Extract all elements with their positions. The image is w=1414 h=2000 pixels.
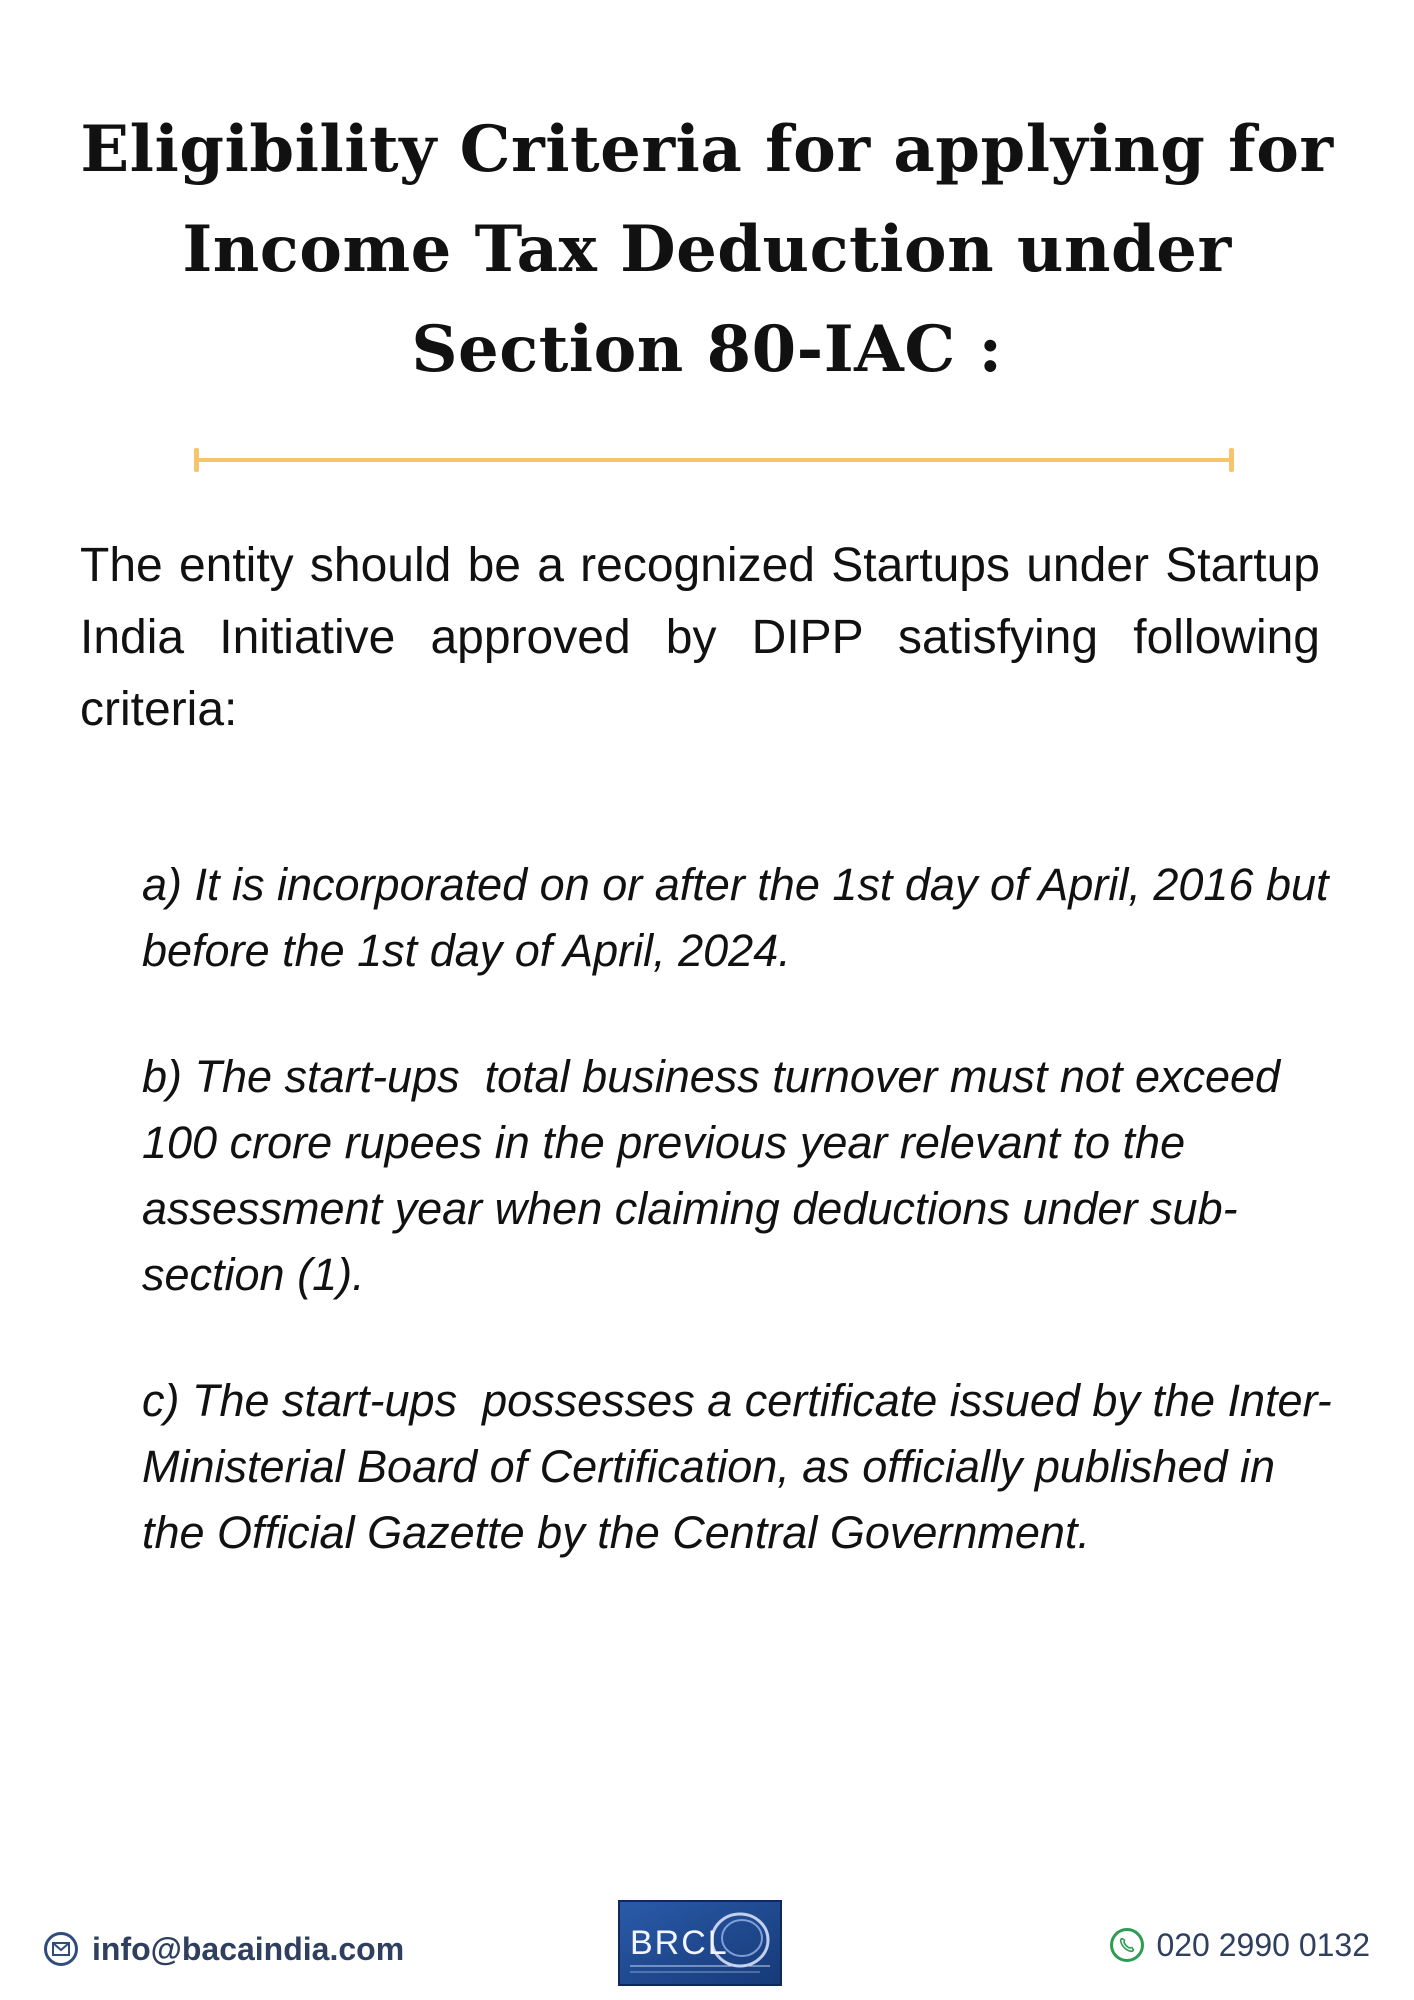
criterion-c: c) The start-ups possesses a certificate issued by the Inter-Ministerial Board of Certification, as officially published in the Official Gazette by the Central Government. [142,1375,1332,1558]
criterion-a: a) It is incorporated on or after the 1st day of April, 2016 but before the 1st day of April, 2024. [142,859,1342,976]
brcl-logo [618,1900,782,1986]
email-text: info@bacaindia.com [92,1930,405,1967]
divider-line [194,458,1234,462]
page-title: Eligibility Criteria for applying for Income Tax Deduction under Section 80-IAC : [80,112,1334,387]
mail-icon [44,1932,78,1966]
title-divider [194,448,1234,472]
criterion-b: b) The start-ups total business turnover must not exceed 100 crore rupees in the previous year relevant to the assessment year when claiming deductions under sub-section (1). [142,1051,1293,1300]
divider-right-cap [1229,448,1234,472]
logo-wordmark: BRCL [630,1924,729,1962]
phone-icon [1110,1928,1144,1962]
phone-link[interactable] [1110,1920,1370,1970]
intro-paragraph: The entity should be a recognized Startups under Startup India Initiative approved by DIPP satisfying following criteria: [80,539,1320,736]
phone-text: 020 2990 0132 [1156,1926,1370,1963]
email-link[interactable] [44,1924,404,1974]
criteria-list [142,852,1342,1626]
